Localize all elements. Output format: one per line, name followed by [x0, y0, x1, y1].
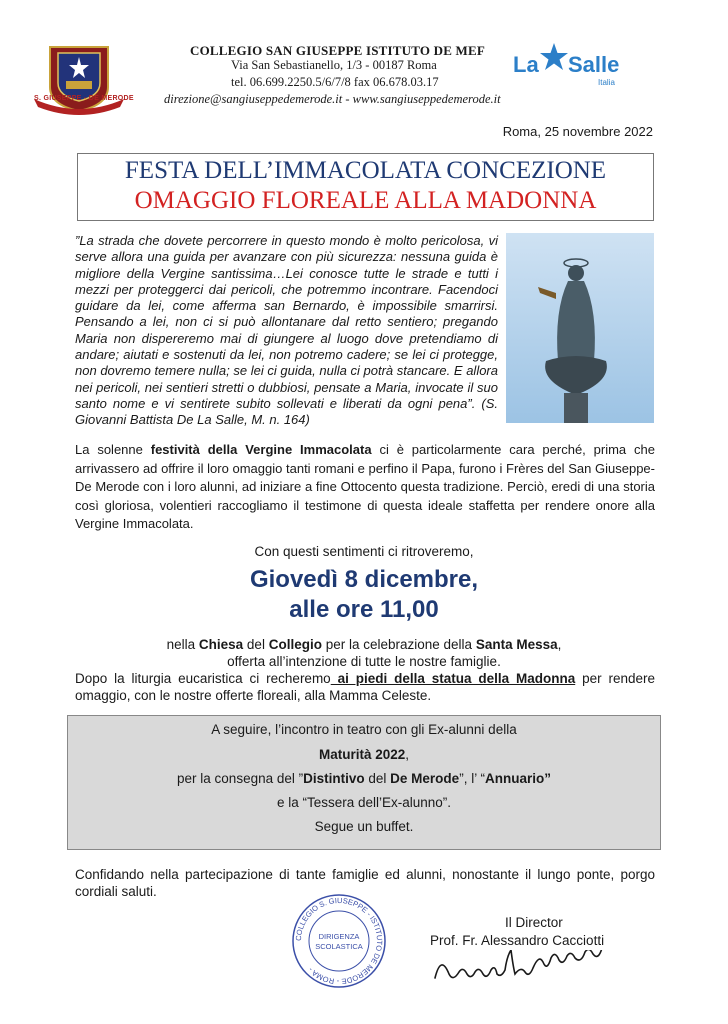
school-crest-icon: [32, 43, 127, 115]
box-maturita: Maturità 2022: [318, 747, 406, 762]
event-date: Giovedì 8 dicembre,: [249, 566, 479, 593]
handwritten-signature: [430, 950, 660, 990]
box-line3-c: del: [364, 771, 391, 786]
box-line-1: A seguire, l’incontro in teatro con gli Ex-alunni della: [211, 722, 517, 737]
para1-highlight: festività della Vergine Immacolata: [150, 442, 372, 457]
logo-salle-text: Salle: [568, 52, 620, 77]
box-line3-a: per la consegna del ”: [177, 771, 304, 786]
mass-text-a: nella: [166, 637, 199, 652]
title-line-1: FESTA DELL’IMMACOLATA CONCEZIONE: [124, 157, 607, 184]
box-line-5: Segue un buffet.: [314, 819, 414, 834]
mass-church: Chiesa: [198, 637, 244, 652]
para1-text-c: ci è particolarmente cara perché, prima che arrivassero ad offrire il loro omaggio tanti romani e perfino il Papa, furono i Frères del San Giuseppe-De Merode con i loro alunni, ad iniziare a fine Ottocento questa tradizione. Perciò, eredi di una storia così gloriosa, volentieri raccogliamo il testimone di questa ideale staffetta per rendere onore alla Vergine Immacolata.: [75, 442, 655, 532]
school-name: COLLEGIO SAN GIUSEPPE ISTITUTO DE MEF: [190, 43, 486, 58]
star-icon: [539, 42, 569, 72]
mass-line-2: offerta all’intenzione di tutte le nostre famiglie.: [227, 654, 501, 669]
box-annuario: Annuario”: [484, 771, 551, 786]
stamp-ring-text: COLLEGIO S. GIUSEPPE - ISTITUTO DE MERODE - ROMA -: [293, 895, 385, 987]
closing-paragraph: Confidando nella partecipazione di tante famiglie ed alunni, nonostante il lungo ponte, porgo cordiali saluti.: [75, 867, 655, 899]
lasalle-logo: [513, 42, 628, 90]
mass-text-g: ,: [557, 637, 562, 652]
stamp-center-1: DIRIGENZA: [318, 932, 360, 941]
event-time: alle ore 11,00: [289, 596, 439, 623]
madonna-statue-image: [506, 233, 654, 423]
box-line-3: [68, 771, 660, 786]
school-address: Via San Sebastianello, 1/3 - 00187 Roma: [231, 58, 437, 72]
box-line-2: [68, 747, 660, 762]
crest-label: S. GIUSEPPE - DE MERODE: [34, 95, 134, 102]
mass-text-c: del: [243, 637, 269, 652]
lead-line: Con questi sentimenti ci ritroveremo,: [254, 544, 474, 559]
after-mass-paragraph: [75, 670, 655, 704]
box-line3-e: ”, l’ “: [459, 771, 485, 786]
box-line2-end: ,: [405, 747, 410, 762]
title-line-2: OMAGGIO FLOREALE ALLA MADONNA: [134, 187, 597, 214]
school-phone: tel. 06.699.2250.5/6/7/8 fax 06.678.03.17: [231, 75, 439, 89]
school-stamp-icon: [291, 893, 387, 989]
alumni-event-box: [67, 715, 661, 850]
mass-line-1: [0, 636, 728, 653]
box-distintivo: Distintivo: [303, 771, 365, 786]
de-la-salle-quote: ”La strada che dovete percorrere in questo mondo è molto pericolosa, vi serve allora una guida per avanzare con più sicurezza: nessuna guida è migliore della Vergine santissima…Lei conosce tutte le strade e tutti i mezzi per proteggerci dai pericoli, che potremmo incontrare. Facendoci guidare da lei, come afferma san Bernardo, è impossibile smarrirsi. Pensando a lei, non ci si può allontanare dal retto sentiero; pregando Maria non dispereremo mai di giungere al luogo dove pretendiamo di andare; aiutati e sostenuti da lei, non potremo cadere; se lei ci protegge, non dovremo temere nulla; se lei ci guida, nulla ci potrà stancare. E allora nei pericoli, nei sentieri stretti o dubbiosi, pensate a Maria, invocate il suo santo nome e vi sentirete subito sollevati e liberati da ogni pena”. (S. Giovanni Battista De La Salle, M. n. 164): [75, 233, 498, 428]
after-mass-text-a: Dopo la liturgia eucaristica ci recheremo: [75, 671, 331, 686]
school-contacts: direzione@sangiuseppedemerode.it - www.sangiuseppedemerode.it: [164, 92, 501, 106]
logo-italia-text: Italia: [598, 78, 615, 87]
logo-la-text: La: [513, 52, 539, 77]
para1-text-a: La solenne: [75, 442, 151, 457]
box-de-merode: De Merode: [390, 771, 460, 786]
letter-date: Roma, 25 novembre 2022: [502, 124, 653, 139]
mass-college: Collegio: [268, 637, 322, 652]
box-line-4: e la “Tessera dell’Ex-alunno”.: [276, 795, 452, 810]
mass-details: [0, 636, 728, 670]
title-box: [77, 153, 654, 221]
mass-holy-mass: Santa Messa: [475, 637, 558, 652]
intro-paragraph: [75, 441, 655, 534]
director-name: Prof. Fr. Alessandro Cacciotti: [430, 933, 605, 948]
after-mass-text-c: per rendere omaggio, con le nostre offerte floreali, alla Mamma Celeste.: [75, 671, 655, 703]
director-role: Il Director: [505, 915, 563, 930]
mass-text-e: per la celebrazione della: [321, 637, 476, 652]
stamp-center-2: SCOLASTICA: [315, 942, 363, 951]
after-mass-statue-link-text: ai piedi della statua della Madonna: [330, 671, 576, 686]
